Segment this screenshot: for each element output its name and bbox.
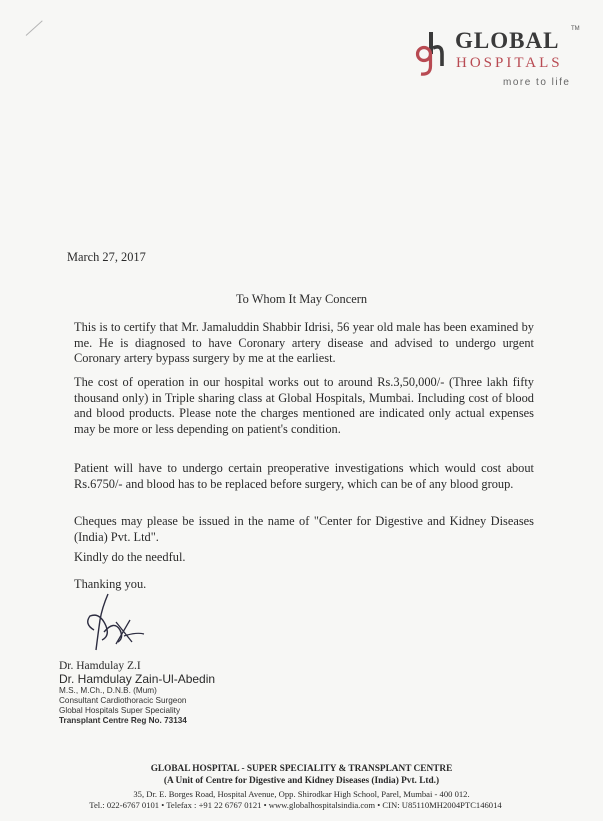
request-line: Kindly do the needful. — [74, 550, 186, 564]
doctor-name: Dr. Hamdulay Zain-Ul-Abedin — [59, 672, 216, 686]
trademark-mark: TM — [571, 26, 580, 32]
brand-sub: HOSPITALS — [456, 55, 563, 71]
paragraph-investigations: Patient will have to undergo certain preoperative investigations which would cost about Rs.6750/- and blood has to be replaced before surgery, which can be of any blood group. — [74, 461, 534, 491]
footer-address: 35, Dr. E. Borges Road, Hospital Avenue, Opp. Shirodkar High School, Parel, Mumbai - 400 012. — [133, 789, 470, 799]
doctor-qualifications: M.S., M.Ch., D.N.B. (Mum) — [59, 686, 157, 695]
salutation: To Whom It May Concern — [235, 292, 368, 306]
footer-contact: Tel.: 022-6767 0101 • Telefax : +91 22 6767 0121 • www.globalhospitalsindia.com • CIN: U85110MH2004PTC146014 — [89, 800, 502, 810]
hospital-logo — [415, 28, 585, 98]
doctor-unit: Global Hospitals Super Speciality — [59, 706, 181, 715]
paragraph-cost: The cost of operation in our hospital works out to around Rs.3,50,000/- (Three lakh fifty thousand only) in Triple sharing class at Global Hospitals, Mumbai. Including cost of blood and blood products. Please note the charges mentioned are indicated only actual expenses may be more or less depending on patient's condition. — [74, 375, 534, 436]
footer-hospital-name: GLOBAL HOSPITAL - SUPER SPECIALITY & TRANSPLANT CENTRE — [150, 764, 453, 774]
closing-line: Thanking you. — [74, 577, 147, 591]
brand-name: GLOBAL — [455, 28, 560, 53]
doctor-designation: Consultant Cardiothoracic Surgeon — [59, 696, 187, 705]
pen-mark — [26, 20, 43, 35]
signature-icon — [80, 590, 150, 660]
gh-logo-icon — [415, 30, 455, 80]
footer-unit: (A Unit of Centre for Digestive and Kidney Diseases (India) Pvt. Ltd.) — [163, 776, 440, 786]
doctor-registration: Transplant Centre Reg No. 73134 — [59, 716, 187, 725]
brand-tagline: more to life — [503, 77, 571, 88]
paragraph-cheques: Cheques may please be issued in the name of "Center for Digestive and Kidney Diseases (India) Pvt. Ltd". — [74, 514, 534, 544]
letter-date: March 27, 2017 — [67, 250, 146, 264]
paragraph-diagnosis: This is to certify that Mr. Jamaluddin Shabbir Idrisi, 56 year old male has been examined by me. He is diagnosed to have Coronary artery disease and advised to undergo urgent Coronary artery bypass surgery by me at the earliest. — [74, 320, 534, 366]
handwritten-name: Dr. Hamdulay Z.I — [59, 660, 141, 672]
